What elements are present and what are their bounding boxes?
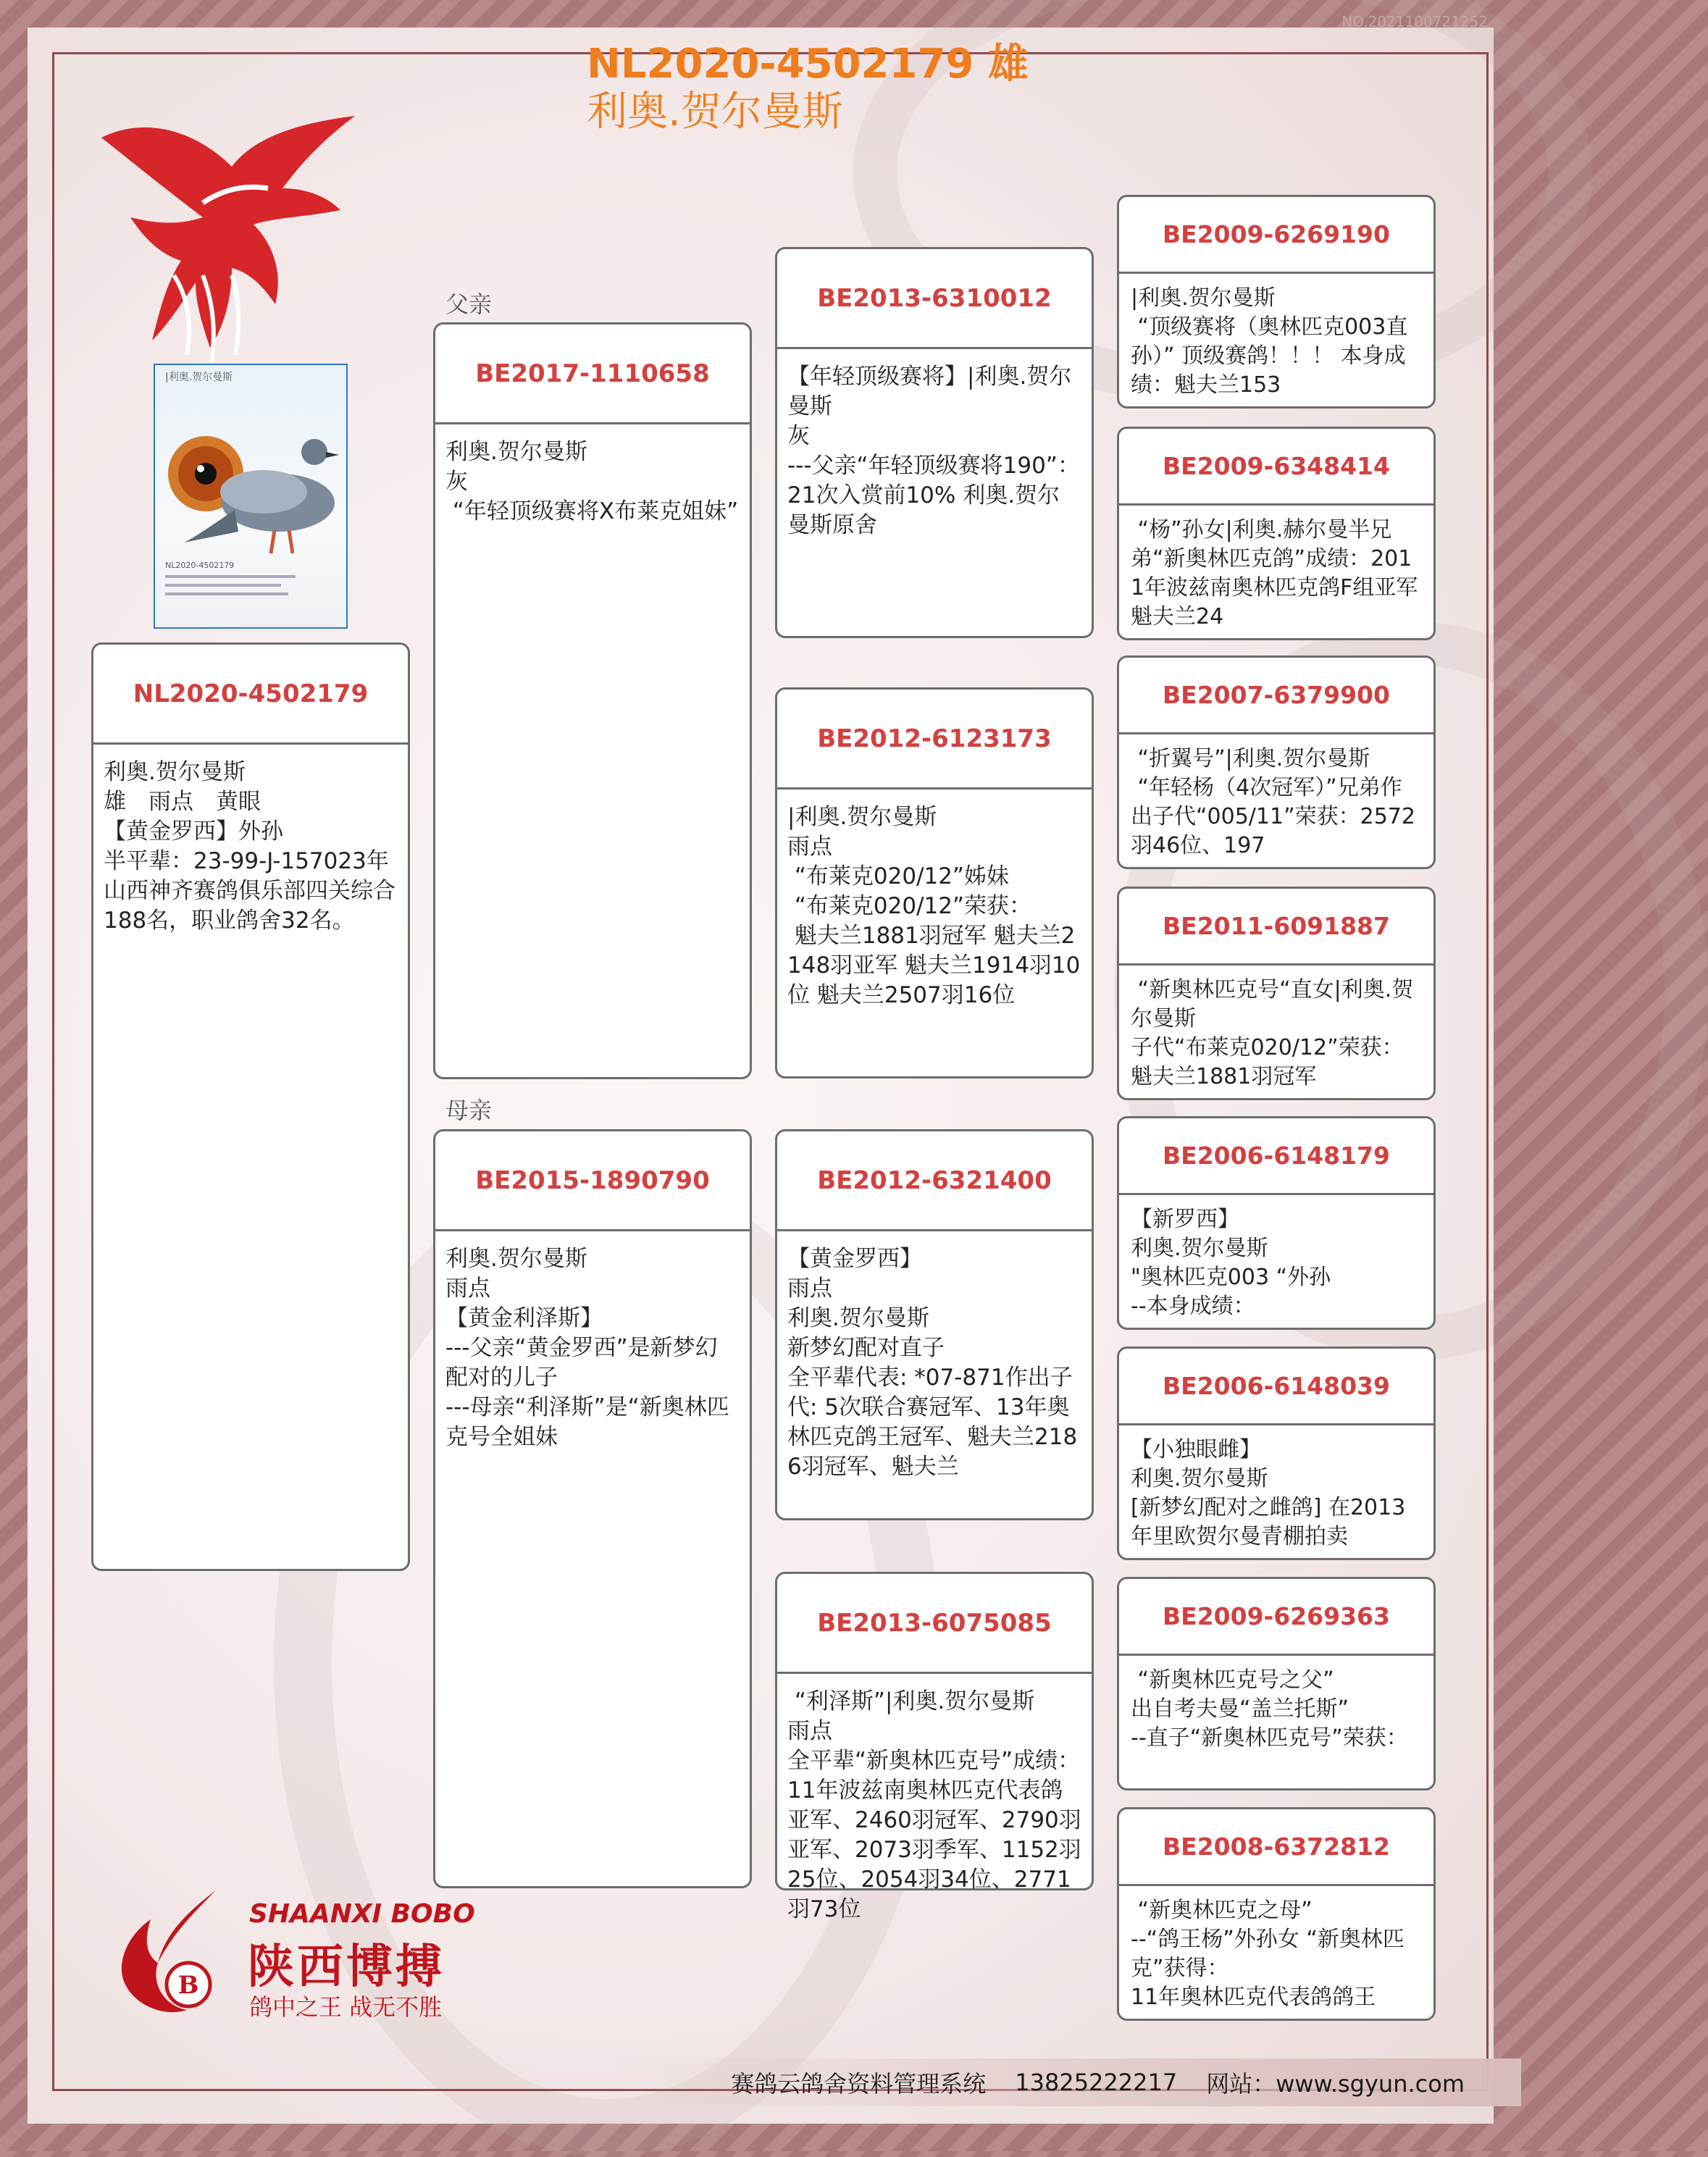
page-title-ring: NL2020-4502179 雄 [587, 41, 1029, 88]
subject-details: 利奥.贺尔曼斯 雄 雨点 黄眼 【黄金罗西】外孙 半平辈：23-99-J-157023年山西神齐赛鸽俱乐部四关综合188名，职业鸽舍32名。 [104, 759, 395, 934]
grandparent-ring: BE2013-6075085 [777, 1574, 1092, 1674]
great-grandparent-details: “新奥林匹克号之父” 出自考夫曼“盖兰托斯” --直子“新奥林匹克号”荣获： [1131, 1667, 1408, 1751]
great-grandparent-details: “新奥林匹克号“直女|利奥.贺尔曼斯 子代“布莱克020/12”荣获： 魁夫兰1881羽冠军 [1131, 977, 1414, 1089]
father-label: 父亲 [445, 290, 493, 318]
grandparent-details: “利泽斯”|利奥.贺尔曼斯 雨点 全平辈“新奥林匹克号”成绩：11年波兹南奥林匹克代表鸽亚军、2460羽冠军、2790羽亚军、2073羽季军、1152羽25位、2054羽34位、2771羽73位 [787, 1688, 1081, 1922]
grandparent-details: 【年轻顶级赛将】|利奥.贺尔曼斯 灰 ---父亲“年轻顶级赛将190”：21次入赏前10% 利奥.贺尔曼斯原舍 [787, 364, 1080, 538]
great-grandparent-card [1117, 656, 1436, 869]
great-grandparent-card [1117, 887, 1436, 1100]
great-grandparent-ring: BE2006-6148179 [1119, 1118, 1433, 1195]
svg-text:B: B [177, 1971, 199, 2000]
grandparent-card [775, 1129, 1094, 1520]
father-ring: BE2017-1110658 [435, 324, 750, 424]
grandparent-card [775, 687, 1094, 1078]
great-grandparent-card [1117, 1116, 1436, 1330]
great-grandparent-details: 【新罗西】 利奥.贺尔曼斯 "奥林匹克003 “外孙 --本身成绩： [1131, 1207, 1331, 1319]
great-grandparent-ring: BE2006-6148039 [1119, 1349, 1433, 1425]
photo-caption: |利奥.贺尔曼斯 [165, 372, 233, 383]
brand-logo [107, 1883, 484, 2028]
footer-phone: 13825222217 [1015, 2069, 1178, 2096]
great-grandparent-card [1117, 1346, 1436, 1560]
pigeon-photo [154, 364, 348, 629]
mother-card [433, 1129, 752, 1888]
brand-name-en: SHAANXI BOBO [249, 1899, 475, 1929]
great-grandparent-ring: BE2009-6269363 [1119, 1579, 1433, 1656]
phoenix-logo-icon [87, 109, 369, 369]
great-grandparent-card [1117, 1807, 1436, 2021]
grandparent-ring: BE2012-6321400 [777, 1131, 1092, 1231]
great-grandparent-details: “杨”孙女|利奥.赫尔曼半兄弟“新奥林匹克鸽”成绩：2011年波兹南奥林匹克鸽F组亚军 魁夫兰24 [1131, 517, 1425, 629]
great-grandparent-card [1117, 195, 1436, 409]
great-grandparent-details: 【小独眼雌】 利奥.贺尔曼斯 [新梦幻配对之雌鸽] 在2013年里欧贺尔曼青棚拍卖 [1131, 1437, 1406, 1549]
father-details: 利奥.贺尔曼斯 灰 “年轻顶级赛将X布莱克姐妹” [445, 439, 739, 524]
subject-card [91, 642, 410, 1571]
pigeon-image-icon [155, 365, 349, 630]
father-card [433, 322, 752, 1079]
great-grandparent-ring: BE2009-6269190 [1119, 197, 1433, 274]
record-number: NO.2021100721252 [1341, 13, 1488, 30]
brand-slogan: 鸽中之王 战无不胜 [249, 1993, 443, 2021]
mother-label: 母亲 [445, 1097, 493, 1124]
mother-details: 利奥.贺尔曼斯 雨点 【黄金利泽斯】 ---父亲“黄金罗西”是新梦幻配对的儿子 ---母亲“利泽斯”是“新奥林匹克号全姐妹 [445, 1246, 729, 1450]
photo-ring: NL2020-4502179 [165, 561, 235, 570]
great-grandparent-ring: BE2011-6091887 [1119, 889, 1433, 966]
great-grandparent-ring: BE2008-6372812 [1119, 1809, 1433, 1886]
great-grandparent-card [1117, 1577, 1436, 1790]
grandparent-ring: BE2013-6310012 [777, 249, 1092, 349]
grandparent-card [775, 247, 1094, 638]
footer-website: 网站：www.sgyun.com [1206, 2070, 1465, 2098]
subject-ring: NL2020-4502179 [93, 645, 408, 745]
great-grandparent-details: “折翼号”|利奥.贺尔曼斯 “年轻杨（4次冠军）”兄弟作出子代“005/11”荣获：2572羽46位、197 [1131, 746, 1415, 858]
great-grandparent-ring: BE2009-6348414 [1119, 429, 1433, 506]
grandparent-details: 【黄金罗西】 雨点 利奥.贺尔曼斯 新梦幻配对直子 全平辈代表: *07-871作出子代: 5次联合赛冠军、13年奥林匹克鸽王冠军、魁夫兰2186羽冠军、魁夫兰 [787, 1246, 1078, 1480]
grandparent-ring: BE2012-6123173 [777, 690, 1092, 789]
brand-bird-icon [107, 1883, 252, 2028]
grandparent-card [775, 1572, 1094, 1922]
brand-name-cn: 陕西博搏 [248, 1940, 445, 1994]
great-grandparent-details: |利奥.贺尔曼斯 “顶级赛将（奥林匹克003直孙）” 顶级赛鸽！！！ 本身成绩：魁夫兰153 [1131, 285, 1408, 398]
great-grandparent-ring: BE2007-6379900 [1119, 658, 1433, 734]
great-grandparent-details: “新奥林匹克之母” --“鸽王杨”外孙女 “新奥林匹克”获得： 11年奥林匹克代表鸽鸽王 [1131, 1898, 1405, 2010]
page-title-name: 利奥.贺尔曼斯 [587, 88, 843, 135]
mother-ring: BE2015-1890790 [435, 1131, 750, 1231]
footer-system-name: 赛鸽云鸽舍资料管理系统 [731, 2070, 987, 2098]
footer-bar [0, 2058, 1521, 2106]
great-grandparent-card [1117, 427, 1436, 640]
grandparent-details: |利奥.贺尔曼斯 雨点 “布莱克020/12”姊妹 “布莱克020/12”荣获： 魁夫兰1881羽冠军 魁夫兰2148羽亚军 魁夫兰1914羽10位 魁夫兰2507羽16位 [787, 804, 1081, 1008]
